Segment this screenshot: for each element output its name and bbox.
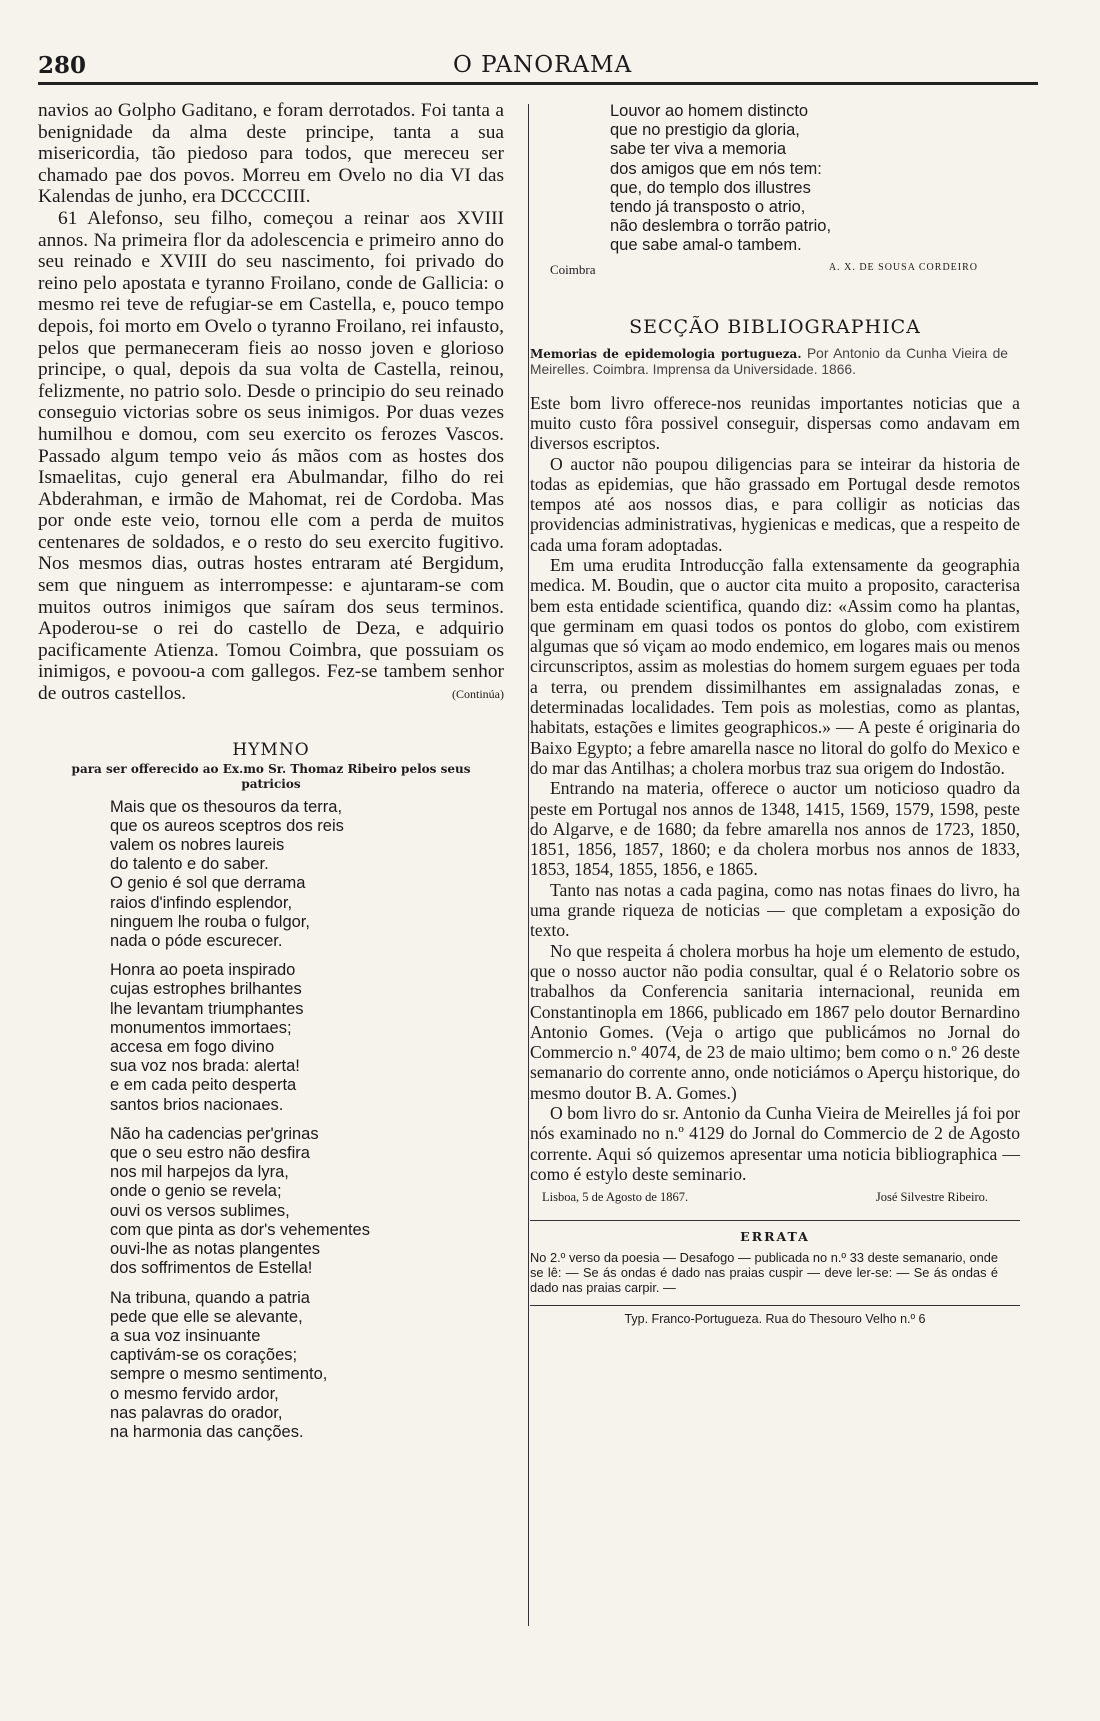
hymn-stanza: Não ha cadencias per'grinas que o seu estro não desfira nos mil harpejos da lyra, onde o genio se revela; ouvi os versos sublimes, com que pinta as dor's vehementes ouvi-lhe as notas plangentes dos soffrimentos de Estella! — [110, 1124, 370, 1278]
review-dateline — [530, 1188, 1020, 1210]
poem-author: A. X. DE SOUSA CORDEIRO — [828, 261, 978, 273]
page-number: 280 — [38, 52, 87, 79]
header-rule — [38, 82, 1038, 85]
history-paragraph: navios ao Golpho Gaditano, e foram derrotados. Foi tanta a benignidade da alma deste principe, tanta a sua misericordia, tão piedoso para todos, que mereceu ser chamado pae dos povos. Morreu em Ovelo no dia VI das Kalendas de junho, era DCCCCIII. — [38, 100, 504, 208]
review-paragraph: No que respeita á cholera morbus ha hoje um elemento de estudo, que o nosso auctor não podia consultar, qual é o Relatorio sobre os trabalhos da Conferencia sanitaria internacional, reunida em Constantinopla em 1866, publicado em 1867 pelo doutor Bernardino Antonio Gomes. (Veja o artigo que publicámos no Jornal do Commercio n.º 4074, de 23 de maio ultimo; bem como o n.º 26 deste semanario do corrente anno, onde noticiámos o Aperçu historique, do mesmo doutor B. A. Gomes.) — [530, 940, 1020, 1103]
review-paragraph: O bom livro do sr. Antonio da Cunha Vieira de Meirelles já foi por nós examinado no n.º 4129 do Jornal do Commercio de 2 de Agosto corrente. Aqui só quizemos apresentar uma noticia bibliographica — como é estylo deste seminario. — [530, 1103, 1020, 1184]
column-divider — [528, 104, 529, 1626]
book-details: Por Antonio da Cunha Vieira de Meirelles. Coimbra. Imprensa da Universidade. 1866. — [530, 345, 1008, 377]
hymn-final-stanza: Louvor ao homem distincto que no prestigio da gloria, sabe ter viva a memoria dos amigos que em nós tem: que, do templo dos illustres tendo já transposto o atrio, não deslembra o torrão patrio, que sabe amal-o tambem. — [610, 102, 832, 255]
running-title: O PANORAMA — [453, 52, 633, 78]
hymn-stanza: Honra ao poeta inspirado cujas estrophes brilhantes lhe levantam triumphantes monumentos immortaes; accesa em fogo divino sua voz nos brada: alerta! e em cada peito desperta santos brios nacionaes. — [110, 961, 304, 1114]
review-paragraph: Em uma erudita Introducção falla extensamente da geographia medica. M. Boudin, que o auctor cita muito a proposito, caracterisa bem esta entidade scientifica, quando diz: «Assim como ha plantas, que germinam em quasi todos os pontos do globo, com existirem algumas que só viçam ao modo endemico, em logares mais ou menos circunscriptos, assim as molestias do homem surgem eguaes per toda a terra, ou prendem dissimilhantes em assignaladas zonas, e determinadas localidades. Tem pois as molestias, como as plantas, habitats, estações e limites geographicos.» — A peste é originaria do Baixo Egypto; a febre amarella nasce no litoral do golfo do Mexico e do mar das Antilhas; a cholera morbus traz sua origem do Indostão. — [530, 555, 1020, 778]
hymn-title: HYMNO — [232, 739, 310, 760]
review-paragraph: Entrando na materia, offerece o auctor um noticioso quadro da peste em Portugal nos annos de 1348, 1415, 1569, 1579, 1598, peste do Algarve, e de 1680; da febre amarella nos annos de 1723, 1850, 1851, 1856, 1857, 1860; e da cholera morbus nos annos de 1833, 1853, 1854, 1855, 1856, e 1865. — [530, 778, 1020, 880]
continua-note: (Continúa) — [452, 686, 504, 701]
printer-imprint: Typ. Franco-Portugueza. Rua do Thesouro Velho n.º 6 — [530, 1305, 1020, 1326]
review-paragraph: Tanto nas notas a cada pagina, como nas notas finaes do livro, ha uma grande riqueza de noticias — que completam a exposição do texto. — [530, 879, 1020, 941]
review-author: José Silvestre Ribeiro. — [875, 1190, 988, 1205]
section-title: SECÇÃO BIBLIOGRAPHICA — [629, 315, 921, 338]
errata-title: ERRATA — [740, 1229, 810, 1245]
bibliographic-entry — [530, 346, 1008, 377]
hymn-stanza: Na tribuna, quando a patria pede que elle se alevante, a sua voz insinuante captivám-se os corações; sempre o mesmo sentimento, o mesmo fervido ardor, nas palavras do orador, na harmonia das canções. — [110, 1288, 328, 1441]
review-date: Lisboa, 5 de Agosto de 1867. — [542, 1190, 689, 1205]
errata-text: No 2.º verso da poesia — Desafogo — publicada no n.º 33 deste semanario, onde se lê: — Se ás ondas é dado nas praias cuspir — deve ler-se: — Se ás ondas é dado nas praias carpir. — — [530, 1250, 998, 1296]
review-paragraph: Este bom livro offerece-nos reunidas importantes noticias que a muito custo fôra possivel conseguir, dispersas como andavam em diversos escriptos. — [530, 392, 1020, 454]
section-rule — [530, 1220, 1020, 1221]
poem-signature — [530, 262, 1020, 284]
right-column — [530, 100, 1020, 1326]
poem-place: Coimbra — [550, 261, 596, 277]
history-paragraph: 61 Alefonso, seu filho, começou a reinar aos XVIII annos. Na primeira flor da adolescencia e primeiro anno do seu reinado e XVIII do seu nascimento, foi privado do reino pelo apostata e tyranno Froilano, conde de Gallicia: o mesmo rei teve de refugiar-se em Castella, e, pouco tempo depois, foi morto em Ovelo o tyranno Froilano, rei infausto, pelos que permaneceram fieis ao nosso joven e glorioso principe, o qual, depois da sua volta de Castella, reinou, felizmente, no patrio solo. Desde o principio do seu reinado conseguio victorias sobre os seus inimigos. Por duas vezes humilhou e domou, com seu exercito os ferozes Vascos. Passado algum tempo veio ás mãos com as hostes dos Ismaelitas, cujo general era Abulmandar, filho do rei Abderahman, e irmão de Mahomat, rei de Cordoba. Mas por onde este veio, tornou elle com a perda de muitos centenares de soldados, e o resto do seu exercito fugitivo. Nos mesmos dias, outras hostes entraram até Bergidum, sem que ninguem as interrompesse: e ajuntaram-se com muitos outros inimigos que saíram dos seus terminos. Apoderou-se o rei do castello de Deza, e adquirio pacificamente Atienza. Tomou Coimbra, que possuiam os inimigos, e povoou-a com gallegos. Fez-se tambem senhor de outros castellos. — [38, 207, 504, 705]
left-column — [38, 100, 504, 1452]
review-paragraph: O auctor não poupou diligencias para se inteirar da historia de todas as epidemias, que hão grassado em Portugal desde remotos tempos até aos nossos dias, e para colligir as noticias das providencias administrativas, hygienicas e medicas, que a respeito de cada uma foram adoptadas. — [530, 453, 1020, 555]
book-title: Memorias de epidemologia portugueza. — [530, 346, 802, 361]
hymn-stanza: Mais que os thesouros da terra, que os aureos sceptros dos reis valem os nobres laureis do talento e do saber. O genio é sol que derrama raios d'infindo esplendor, ninguem lhe rouba o fulgor, nada o póde escurecer. — [110, 797, 344, 951]
page-header — [38, 52, 1038, 94]
hymn-dedication: para ser offerecido ao Ex.mo Sr. Thomaz Ribeiro pelos seus patricios — [71, 761, 471, 791]
